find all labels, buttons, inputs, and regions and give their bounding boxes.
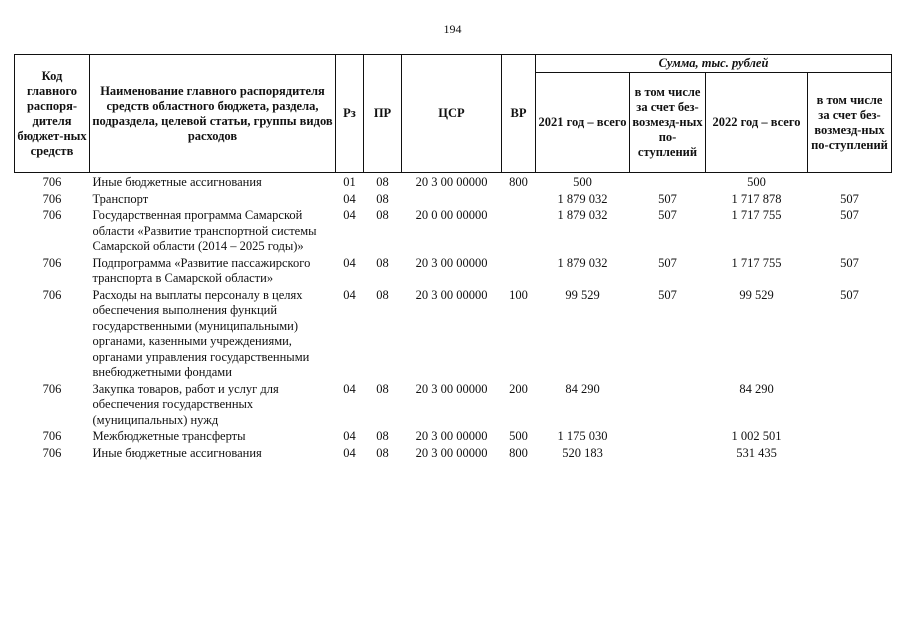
table-body (15, 173, 892, 462)
rz-cell: 04 (343, 445, 356, 460)
y2022-grants-cell: 507 (840, 191, 859, 206)
header-vr: ВР (502, 55, 536, 173)
pr-cell: 08 (376, 381, 389, 396)
name-cell: Расходы на выплаты персоналу в целях обеспечения выполнения функций государственными (муниципальными) органами, казенными учреждениями, органами управления государственными внебюджетными фондами (92, 287, 310, 379)
pr-cell: 08 (376, 287, 389, 302)
y2022-grants-cell (808, 445, 892, 462)
y2021-total-cell: 1 879 032 (557, 191, 608, 206)
vr-cell: 100 (509, 287, 528, 302)
table-row (15, 173, 892, 191)
header-2022-grants: в том числе за счет без-возмезд-ных по-ступлений (808, 73, 892, 173)
csr-cell: 20 0 00 00000 (415, 208, 488, 222)
y2022-total-cell: 99 529 (739, 287, 774, 302)
header-sum-group: Сумма, тыс. рублей (536, 55, 892, 73)
vr-cell: 500 (509, 429, 528, 443)
header-name: Наименование главного распорядителя средств областного бюджета, раздела, подраздела, целевой статьи, группы видов расходов (90, 55, 336, 173)
vr-cell: 800 (509, 175, 528, 189)
budget-table (14, 54, 892, 461)
csr-cell: 20 3 00 00000 (415, 381, 488, 396)
csr-cell (402, 191, 502, 208)
y2021-grants-cell (630, 173, 706, 191)
name-cell: Подпрограмма «Развитие пассажирского транспорта в Самарской области» (92, 255, 311, 285)
table-row (15, 191, 892, 208)
pr-cell: 08 (376, 175, 389, 189)
y2021-grants-cell: 507 (658, 255, 677, 270)
pr-cell: 08 (376, 255, 389, 270)
table-header (15, 55, 892, 173)
y2021-grants-cell: 507 (658, 208, 677, 222)
pr-cell: 08 (376, 429, 389, 443)
pr-cell: 08 (376, 208, 389, 222)
vr-cell: 800 (509, 445, 528, 460)
pr-cell: 08 (376, 445, 389, 460)
code-cell: 706 (42, 429, 62, 443)
table-row (15, 207, 892, 255)
csr-cell: 20 3 00 00000 (415, 175, 488, 189)
vr-cell (502, 191, 536, 208)
y2022-total-cell: 1 717 878 (731, 191, 782, 206)
y2021-total-cell: 520 183 (562, 445, 603, 460)
y2021-grants-cell: 507 (658, 191, 677, 206)
y2022-total-cell: 1 717 755 (731, 208, 782, 222)
y2021-total-cell: 99 529 (565, 287, 600, 302)
rz-cell: 04 (343, 191, 356, 206)
y2022-total-cell: 1 002 501 (731, 429, 782, 443)
code-cell: 706 (42, 255, 62, 270)
y2021-grants-cell (630, 381, 706, 429)
code-cell: 706 (42, 175, 62, 189)
rz-cell: 04 (343, 255, 356, 270)
name-cell: Межбюджетные трансферты (92, 429, 246, 443)
y2021-total-cell: 1 879 032 (557, 255, 608, 270)
code-cell: 706 (42, 191, 62, 206)
rz-cell: 04 (343, 429, 356, 443)
csr-cell: 20 3 00 00000 (415, 287, 488, 302)
name-cell: Закупка товаров, работ и услуг для обеспечения государственных (муниципальных) нужд (92, 381, 279, 427)
vr-cell (502, 207, 536, 255)
table-row (15, 287, 892, 381)
name-cell: Транспорт (92, 191, 149, 206)
header-csr: ЦСР (402, 55, 502, 173)
header-2021-total: 2021 год – всего (536, 73, 630, 173)
csr-cell: 20 3 00 00000 (415, 445, 488, 460)
name-cell: Иные бюджетные ассигнования (92, 175, 262, 189)
rz-cell: 04 (343, 381, 356, 396)
csr-cell: 20 3 00 00000 (415, 255, 488, 270)
y2021-total-cell: 1 879 032 (557, 208, 608, 222)
y2022-grants-cell: 507 (840, 255, 859, 270)
rz-cell: 04 (343, 208, 356, 222)
y2021-total-cell: 1 175 030 (557, 429, 608, 443)
name-cell: Государственная программа Самарской области «Развитие транспортной системы Самарской области (2014 – 2025 годы)» (92, 208, 317, 253)
header-code: Код главного распоря-дителя бюджет-ных средств (15, 55, 90, 173)
table-row (15, 255, 892, 287)
page-number: 194 (443, 22, 462, 36)
code-cell: 706 (42, 381, 62, 396)
y2022-total-cell: 84 290 (739, 381, 774, 396)
y2022-total-cell: 531 435 (736, 445, 777, 460)
y2022-total-cell: 500 (747, 175, 766, 189)
y2021-total-cell: 500 (573, 175, 592, 189)
header-2022-total: 2022 год – всего (706, 73, 808, 173)
y2022-total-cell: 1 717 755 (731, 255, 782, 270)
pr-cell: 08 (376, 191, 389, 206)
table-row (15, 381, 892, 429)
y2022-grants-cell: 507 (840, 208, 859, 222)
y2022-grants-cell (808, 381, 892, 429)
header-pr: ПР (364, 55, 402, 173)
vr-cell: 200 (509, 381, 528, 396)
code-cell: 706 (42, 287, 62, 302)
y2022-grants-cell (808, 173, 892, 191)
code-cell: 706 (42, 445, 62, 460)
csr-cell: 20 3 00 00000 (415, 429, 488, 443)
header-rz: Рз (336, 55, 364, 173)
table-row (15, 445, 892, 462)
rz-cell: 04 (343, 287, 356, 302)
y2021-grants-cell (630, 445, 706, 462)
vr-cell (502, 255, 536, 287)
header-2021-grants: в том числе за счет без-возмезд-ных по-ступлений (630, 73, 706, 173)
y2022-grants-cell: 507 (840, 287, 859, 302)
table-row (15, 428, 892, 445)
y2021-total-cell: 84 290 (565, 381, 600, 396)
rz-cell: 01 (343, 175, 356, 189)
y2021-grants-cell: 507 (658, 287, 677, 302)
name-cell: Иные бюджетные ассигнования (92, 445, 262, 460)
code-cell: 706 (42, 208, 62, 222)
y2021-grants-cell (630, 428, 706, 445)
y2022-grants-cell (808, 428, 892, 445)
